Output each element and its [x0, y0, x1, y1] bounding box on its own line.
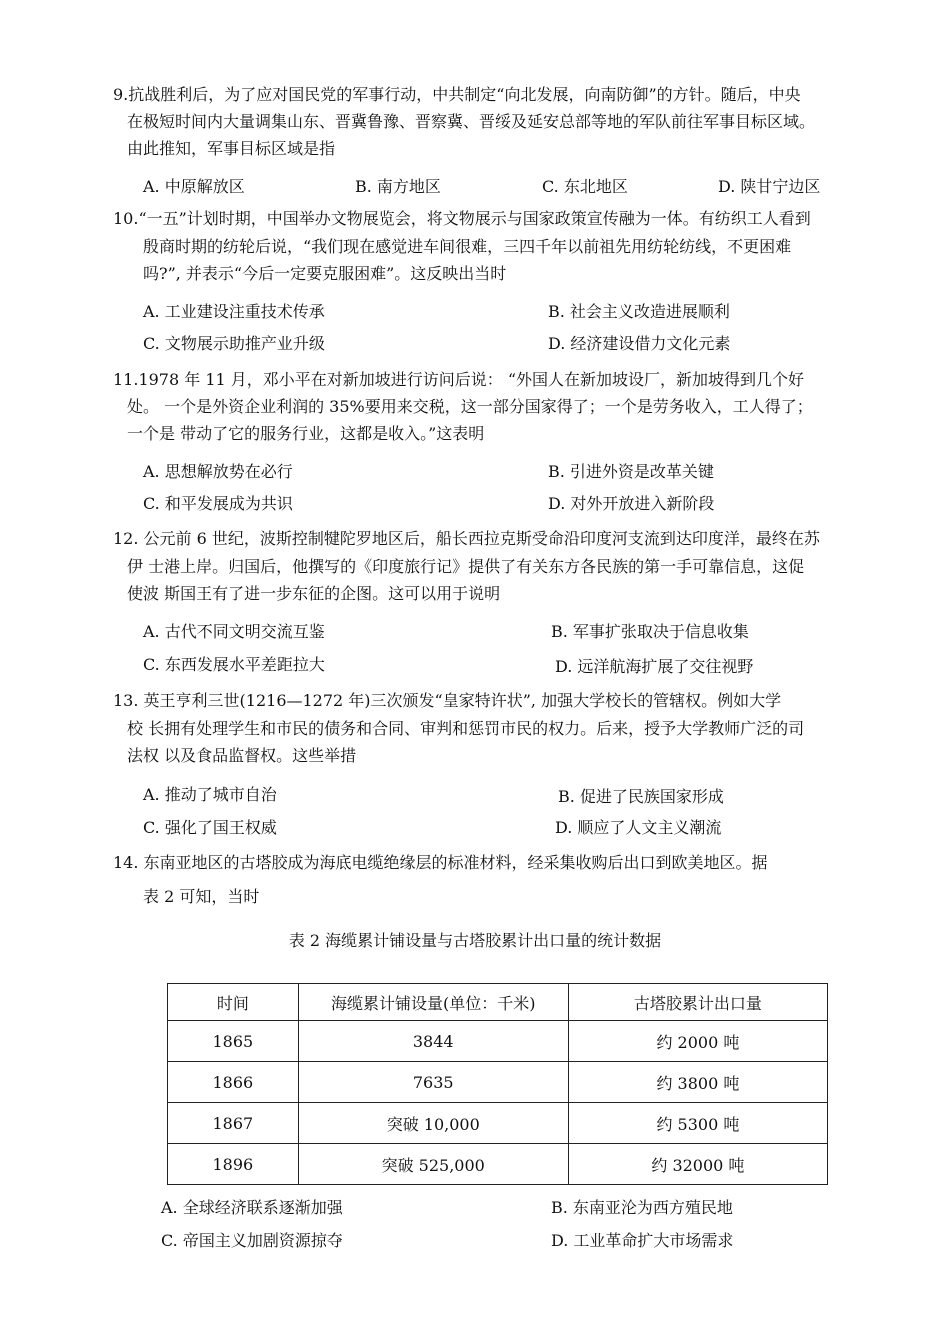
- question-9-option-d[interactable]: D. 陕甘宁边区: [718, 177, 821, 196]
- question-14-option-a[interactable]: A. 全球经济联系逐渐加强: [161, 1198, 343, 1217]
- cell-cable-length: 7635: [298, 1062, 568, 1103]
- question-13-option-b[interactable]: B. 促进了民族国家形成: [558, 787, 724, 806]
- cell-cable-length: 突破 525,000: [298, 1144, 568, 1185]
- question-12-line-3: 使波 斯国王有了进一步东征的企图。这可以用于说明: [127, 584, 501, 603]
- question-14-option-d[interactable]: D. 工业革命扩大市场需求: [551, 1231, 734, 1250]
- header-cable-length: 海缆累计铺设量(单位：千米): [298, 984, 568, 1021]
- question-13-line-1: 13. 英王亨利三世(1216—1272 年)三次颁发“皇家特许状”, 加强大学校长的管辖权。例如大学: [113, 691, 782, 710]
- question-12-option-c[interactable]: C. 东西发展水平差距拉大: [143, 655, 325, 674]
- table-row: [168, 1021, 828, 1062]
- cell-year: 1865: [168, 1021, 299, 1062]
- question-11-option-a[interactable]: A. 思想解放势在必行: [143, 462, 293, 481]
- question-10-option-a[interactable]: A. 工业建设注重技术传承: [143, 302, 325, 321]
- cell-cable-length: 3844: [298, 1021, 568, 1062]
- question-9-option-a[interactable]: A. 中原解放区: [143, 177, 245, 196]
- header-gutta-percha-export: 古塔胶累计出口量: [568, 984, 827, 1021]
- question-11-line-1: 11.1978 年 11 月，邓小平在对新加坡进行访问后说： “外国人在新加坡设厂，新加坡得到几个好: [113, 370, 805, 389]
- header-time: 时间: [168, 984, 299, 1021]
- question-11-option-d[interactable]: D. 对外开放进入新阶段: [548, 494, 715, 513]
- question-13-option-c[interactable]: C. 强化了国王权威: [143, 818, 277, 837]
- table-row: [168, 1062, 828, 1103]
- question-10-line-2: 殷商时期的纺轮后说，“我们现在感觉进车间很难，三四千年以前祖先用纺轮纺线，不更困难: [143, 237, 792, 256]
- cell-year: 1867: [168, 1103, 299, 1144]
- cell-export: 约 3800 吨: [568, 1062, 827, 1103]
- cell-year: 1866: [168, 1062, 299, 1103]
- question-9-option-b[interactable]: B. 南方地区: [355, 177, 441, 196]
- question-12-line-1: 12. 公元前 6 世纪，波斯控制犍陀罗地区后，船长西拉克斯受命沿印度河支流到达印度洋，最终在苏: [113, 529, 820, 548]
- cell-cable-length: 突破 10,000: [298, 1103, 568, 1144]
- question-11-line-3: 一个是 带动了它的服务行业，这都是收入。”这表明: [127, 424, 485, 443]
- question-13-option-a[interactable]: A. 推动了城市自治: [143, 785, 277, 804]
- cell-year: 1896: [168, 1144, 299, 1185]
- question-9-option-c[interactable]: C. 东北地区: [542, 177, 628, 196]
- cell-export: 约 5300 吨: [568, 1103, 827, 1144]
- question-9-line-2: 在极短时间内大量调集山东、晋冀鲁豫、晋察冀、晋绥及延安总部等地的军队前往军事目标区域。: [127, 112, 816, 131]
- statistics-table: [167, 983, 828, 1185]
- question-13-line-3: 法权 以及食品监督权。这些举措: [127, 746, 357, 765]
- question-10-option-b[interactable]: B. 社会主义改造进展顺利: [548, 302, 730, 321]
- cell-export: 约 32000 吨: [568, 1144, 827, 1185]
- question-9-line-1: 9.抗战胜利后，为了应对国民党的军事行动，中共制定“向北发展，向南防御”的方针。随后，中央: [113, 85, 801, 104]
- question-10-option-d[interactable]: D. 经济建设借力文化元素: [548, 334, 731, 353]
- table-row: [168, 1144, 828, 1185]
- cell-export: 约 2000 吨: [568, 1021, 827, 1062]
- question-13-line-2: 校 长拥有处理学生和市民的债务和合同、审判和惩罚市民的权力。后来，授予大学教师广泛的司: [127, 719, 805, 738]
- table-caption: 表 2 海缆累计铺设量与古塔胶累计出口量的统计数据: [288, 931, 662, 950]
- table-header-row: [168, 984, 828, 1021]
- question-14-line-1: 14. 东南亚地区的古塔胶成为海底电缆绝缘层的标准材料，经采集收购后出口到欧美地区。据: [113, 853, 768, 872]
- question-12-line-2: 伊 士港上岸。归国后，他撰写的《印度旅行记》提供了有关东方各民族的第一手可靠信息，这促: [127, 557, 805, 576]
- question-11-option-b[interactable]: B. 引进外资是改革关键: [548, 462, 714, 481]
- question-14-option-c[interactable]: C. 帝国主义加剧资源掠夺: [161, 1231, 343, 1250]
- question-14-option-b[interactable]: B. 东南亚沦为西方殖民地: [551, 1198, 733, 1217]
- question-10-line-3: 吗?”, 并表示“今后一定要克服困难”。这反映出当时: [143, 264, 507, 283]
- question-10-line-1: 10.“一五”计划时期，中国举办文物展览会，将文物展示与国家政策宣传融为一体。有纺织工人看到: [113, 209, 811, 228]
- question-9-line-3: 由此推知，军事目标区域是指: [127, 139, 336, 158]
- question-12-option-b[interactable]: B. 军事扩张取决于信息收集: [551, 622, 749, 641]
- question-12-option-d[interactable]: D. 远洋航海扩展了交往视野: [555, 657, 754, 676]
- question-11-line-2: 处。 一个是外资企业利润的 35%要用来交税，这一部分国家得了；一个是劳务收入，工人得了；: [127, 397, 813, 416]
- table-row: [168, 1103, 828, 1144]
- question-14-line-2: 表 2 可知，当时: [143, 887, 260, 906]
- question-10-option-c[interactable]: C. 文物展示助推产业升级: [143, 334, 325, 353]
- question-11-option-c[interactable]: C. 和平发展成为共识: [143, 494, 293, 513]
- question-13-option-d[interactable]: D. 顺应了人文主义潮流: [555, 818, 722, 837]
- question-12-option-a[interactable]: A. 古代不同文明交流互鉴: [143, 622, 325, 641]
